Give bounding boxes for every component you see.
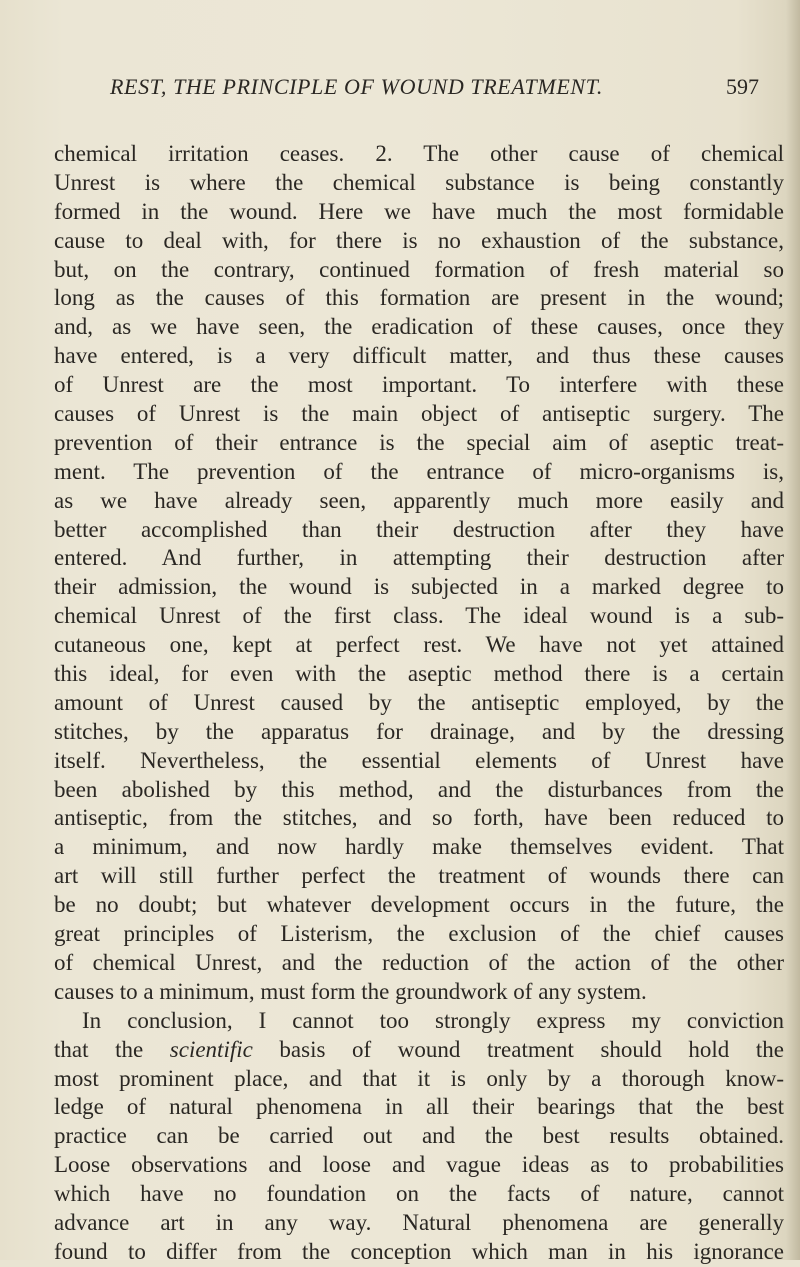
text-line: entered. And further, in attempting their destruction after (54, 545, 784, 571)
text-line: cause to deal with, for there is no exhaustion of the substance, (54, 227, 784, 253)
text-line: of chemical Unrest, and the reduction of the action of the other (54, 949, 784, 975)
text-line: art will still further perfect the treatment of wounds there can (54, 863, 784, 889)
text-run: basis of wound treatment should hold the (252, 1036, 784, 1062)
running-head: REST, THE PRINCIPLE OF WOUND TREATMENT. (110, 74, 603, 99)
text-line: cutaneous one, kept at perfect rest. We have not yet attained (54, 632, 784, 658)
text-line-with-italic (54, 1036, 784, 1065)
text-line: chemical Unrest of the first class. The ideal wound is a sub- (54, 603, 784, 629)
text-line: Unrest is where the chemical substance is being constantly (54, 169, 784, 195)
body-text (54, 140, 784, 1267)
text-line: antiseptic, from the stitches, and so forth, have been reduced to (54, 805, 784, 831)
page-header (0, 74, 800, 114)
text-line: most prominent place, and that it is only by a thorough know- (54, 1065, 784, 1091)
italic-word: scientific (169, 1036, 253, 1062)
paragraph-start-line: In conclusion, I cannot too strongly express my conviction (82, 1007, 784, 1033)
text-line: stitches, by the apparatus for drainage, and by the dressing (54, 718, 784, 744)
text-line: better accomplished than their destruction after they have (54, 516, 784, 542)
text-line: which have no foundation on the facts of nature, cannot (54, 1181, 784, 1207)
text-line: been abolished by this method, and the disturbances from the (54, 776, 784, 802)
text-line: found to differ from the conception which man in his ignorance (54, 1238, 784, 1264)
text-line: and, as we have seen, the eradication of these causes, once they (54, 314, 784, 340)
text-line: Loose observations and loose and vague ideas as to probabilities (54, 1152, 784, 1178)
text-line: ment. The prevention of the entrance of micro-organisms is, (54, 458, 784, 484)
text-line: practice can be carried out and the best results obtained. (54, 1123, 784, 1149)
text-line: long as the causes of this formation are present in the wound; (54, 285, 784, 311)
text-line: be no doubt; but whatever development occurs in the future, the (54, 892, 784, 918)
text-line: itself. Nevertheless, the essential elements of Unrest have (54, 747, 784, 773)
text-line: a minimum, and now hardly make themselves evident. That (54, 834, 784, 860)
page-edge-shadow (786, 0, 800, 1260)
text-run: that the (54, 1036, 170, 1062)
text-line: prevention of their entrance is the special aim of aseptic treat- (54, 429, 784, 455)
text-line: great principles of Listerism, the exclusion of the chief causes (54, 921, 784, 947)
text-line: but, on the contrary, continued formation of fresh material so (54, 256, 784, 282)
text-line: formed in the wound. Here we have much the most formidable (54, 198, 784, 224)
text-line: of Unrest are the most important. To interfere with these (54, 372, 784, 398)
text-line: their admission, the wound is subjected in a marked degree to (54, 574, 784, 600)
text-line: chemical irritation ceases. 2. The other cause of chemical (54, 141, 784, 166)
text-line: amount of Unrest caused by the antiseptic employed, by the (54, 689, 784, 715)
text-line: this ideal, for even with the aseptic method there is a certain (54, 661, 784, 687)
text-line: have entered, is a very difficult matter, and thus these causes (54, 343, 784, 369)
page-number: 597 (726, 74, 759, 99)
text-line: ledge of natural phenomena in all their bearings that the best (54, 1094, 784, 1120)
text-line: as we have already seen, apparently much more easily and (54, 487, 784, 513)
text-line: causes of Unrest is the main object of antiseptic surgery. The (54, 401, 784, 427)
text-line: causes to a minimum, must form the groundwork of any system. (54, 978, 647, 1004)
text-line: advance art in any way. Natural phenomena are generally (54, 1209, 784, 1235)
